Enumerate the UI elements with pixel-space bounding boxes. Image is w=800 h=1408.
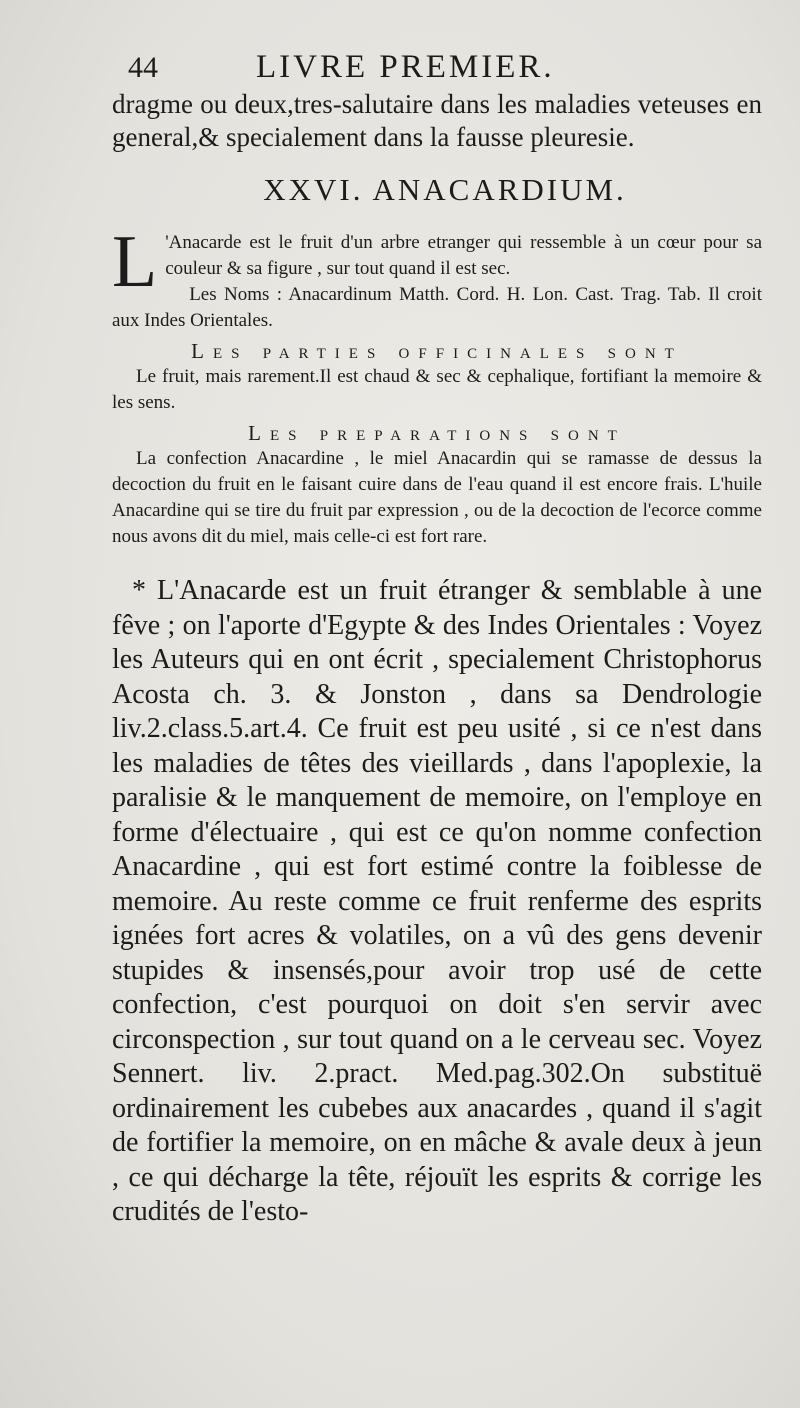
- definition-paragraph: [112, 221, 762, 303]
- drop-cap: L: [112, 221, 158, 303]
- continued-text: dragme ou deux,tres-salutaire dans les maladies veteuses en general,& specialement dans la fausse pleuresie.: [112, 89, 762, 152]
- page-header: [128, 48, 762, 88]
- definition-text: 'Anacarde est le fruit d'un arbre etranger qui ressemble à un cœur pour sa couleur & sa figure , sur tout quand il est sec.: [165, 232, 762, 279]
- commentary-paragraph: * L'Anacarde est un fruit étranger & semblable à une fêve ; on l'aporte d'Egypte & des Indes Orientales : Voyez les Auteurs qui en ont écrit , specialement Christophorus Acosta ch. 3. & Jonston , dans sa Dendrologie liv.2.class.5.art.4. Ce fruit est peu usité , si ce n'est dans les maladies de têtes des vieillards , dans l'apoplexie, la paralisie & le manquement de memoire, on l'employe en forme d'électuaire , qui est ce qu'on nomme confection Anacardine , qui est fort estimé contre la foiblesse de memoire. Au reste comme ce fruit renferme des esprits ignées fort acres & volatiles, on a vû des gens devenir stupides & insensés,pour avoir trop usé de cette confection, c'est pourquoi on doit s'en servir avec circonspection , sur tout quand on a le cerveau sec. Voyez Sennert. liv. 2.pract. Med.pag.302.On substituë ordinairement les cubebes aux anacardes , quand il s'agit de fortifier la memoire, on en mâche & avale deux à jeun , ce qui décharge la tête, réjouït les esprits & corrige les crudités de l'esto-: [112, 575, 762, 1227]
- subheading-officinal-parts: Les parties officinales sont: [191, 339, 683, 363]
- names-paragraph: Les Noms : Anacardinum Matth. Cord. H. Lon. Cast. Trag. Tab. Il croit aux Indes Orientales.: [112, 284, 762, 331]
- preparations-paragraph: La confection Anacardine , le miel Anacardin qui se ramasse de dessus la decoction du fruit en le faisant cuire dans de l'eau quand il est encore frais. L'huile Anacardine qui se tire du fruit par expression , ou de la decoction de l'ecorce comme nous avons dit du miel, mais celle-ci est fort rare.: [112, 448, 762, 547]
- page-number: 44: [128, 51, 158, 84]
- running-head: LIVRE PREMIER.: [256, 49, 555, 85]
- subheading-preparations: Les preparations sont: [248, 421, 626, 445]
- officinal-parts-paragraph: Le fruit, mais rarement.Il est chaud & sec & cephalique, fortifiant la memoire & les sens.: [112, 366, 762, 413]
- section-title: XXVI. ANACARDIUM.: [263, 172, 627, 207]
- entry-body: [112, 221, 762, 550]
